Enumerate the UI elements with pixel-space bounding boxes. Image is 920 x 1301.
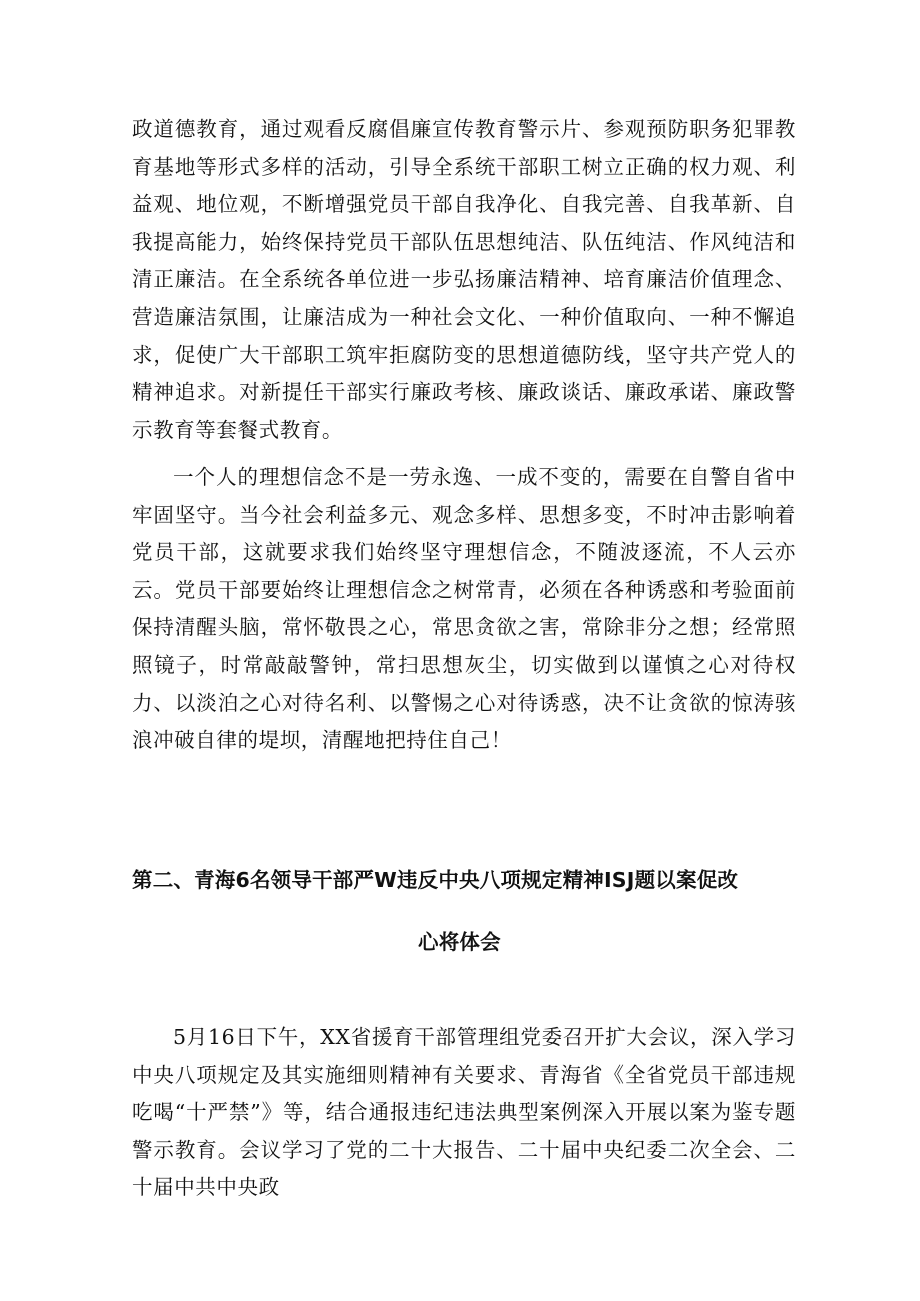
section-heading-line-1: 第二、青海6名领导干部严W违反中央八项规定精神ISJ题以案促改 xyxy=(132,868,739,892)
paragraph-1: 政道德教育，通过观看反腐倡廉宣传教育警示片、参观预防职务犯罪教育基地等形式多样的活动，引导全系统干部职工树立正确的权力观、利益观、地位观，不断增强党员干部自我净化、自我完善、自我革新、自我提高能力，始终保持党员干部队伍思想纯洁、队伍纯洁、作风纯洁和清正廉洁。在全系统各单位进一步弘扬廉洁精神、培育廉洁价值理念、营造廉洁氛围，让廉洁成为一种社会文化、一种价值取向、一种不懈追求，促使广大干部职工筑牢拒腐防变的思想道德防线，坚守共产党人的精神追求。对新提任干部实行廉政考核、廉政谈话、廉政承诺、廉政警示教育等套餐式教育。 xyxy=(132,117,796,442)
paragraph-3: 5月16日下午，XX省援育干部管理组党委召开扩大会议，深入学习中央八项规定及其实施细则精神有关要求、青海省《全省党员干部违规吃喝“十严禁”》等，结合通报违纪违法典型案例深入开展以案为鉴专题警示教育。会议学习了党的二十大报告、二十届中央纪委二次全会、二十届中共中央政 xyxy=(132,1025,796,1200)
paragraph-2: 一个人的理想信念不是一劳永逸、一成不变的，需要在自警自省中牢固坚守。当今社会利益多元、观念多样、思想多变，不时冲击影响着党员干部，这就要求我们始终坚守理想信念，不随波逐流，不人云亦云。党员干部要始终让理想信念之树常青，必须在各种诱惑和考验面前保持清醒头脑，常怀敬畏之心，常思贪欲之害，常除非分之想；经常照照镜子，时常敲敲警钟，常扫思想灰尘，切实做到以谨慎之心对待权力、以淡泊之心对待名利、以警惕之心对待诱惑，决不让贪欲的惊涛骇浪冲破自律的堤坝，清醒地把持住自己！ xyxy=(132,465,796,753)
section-heading-line-2: 心将体会 xyxy=(418,930,501,954)
